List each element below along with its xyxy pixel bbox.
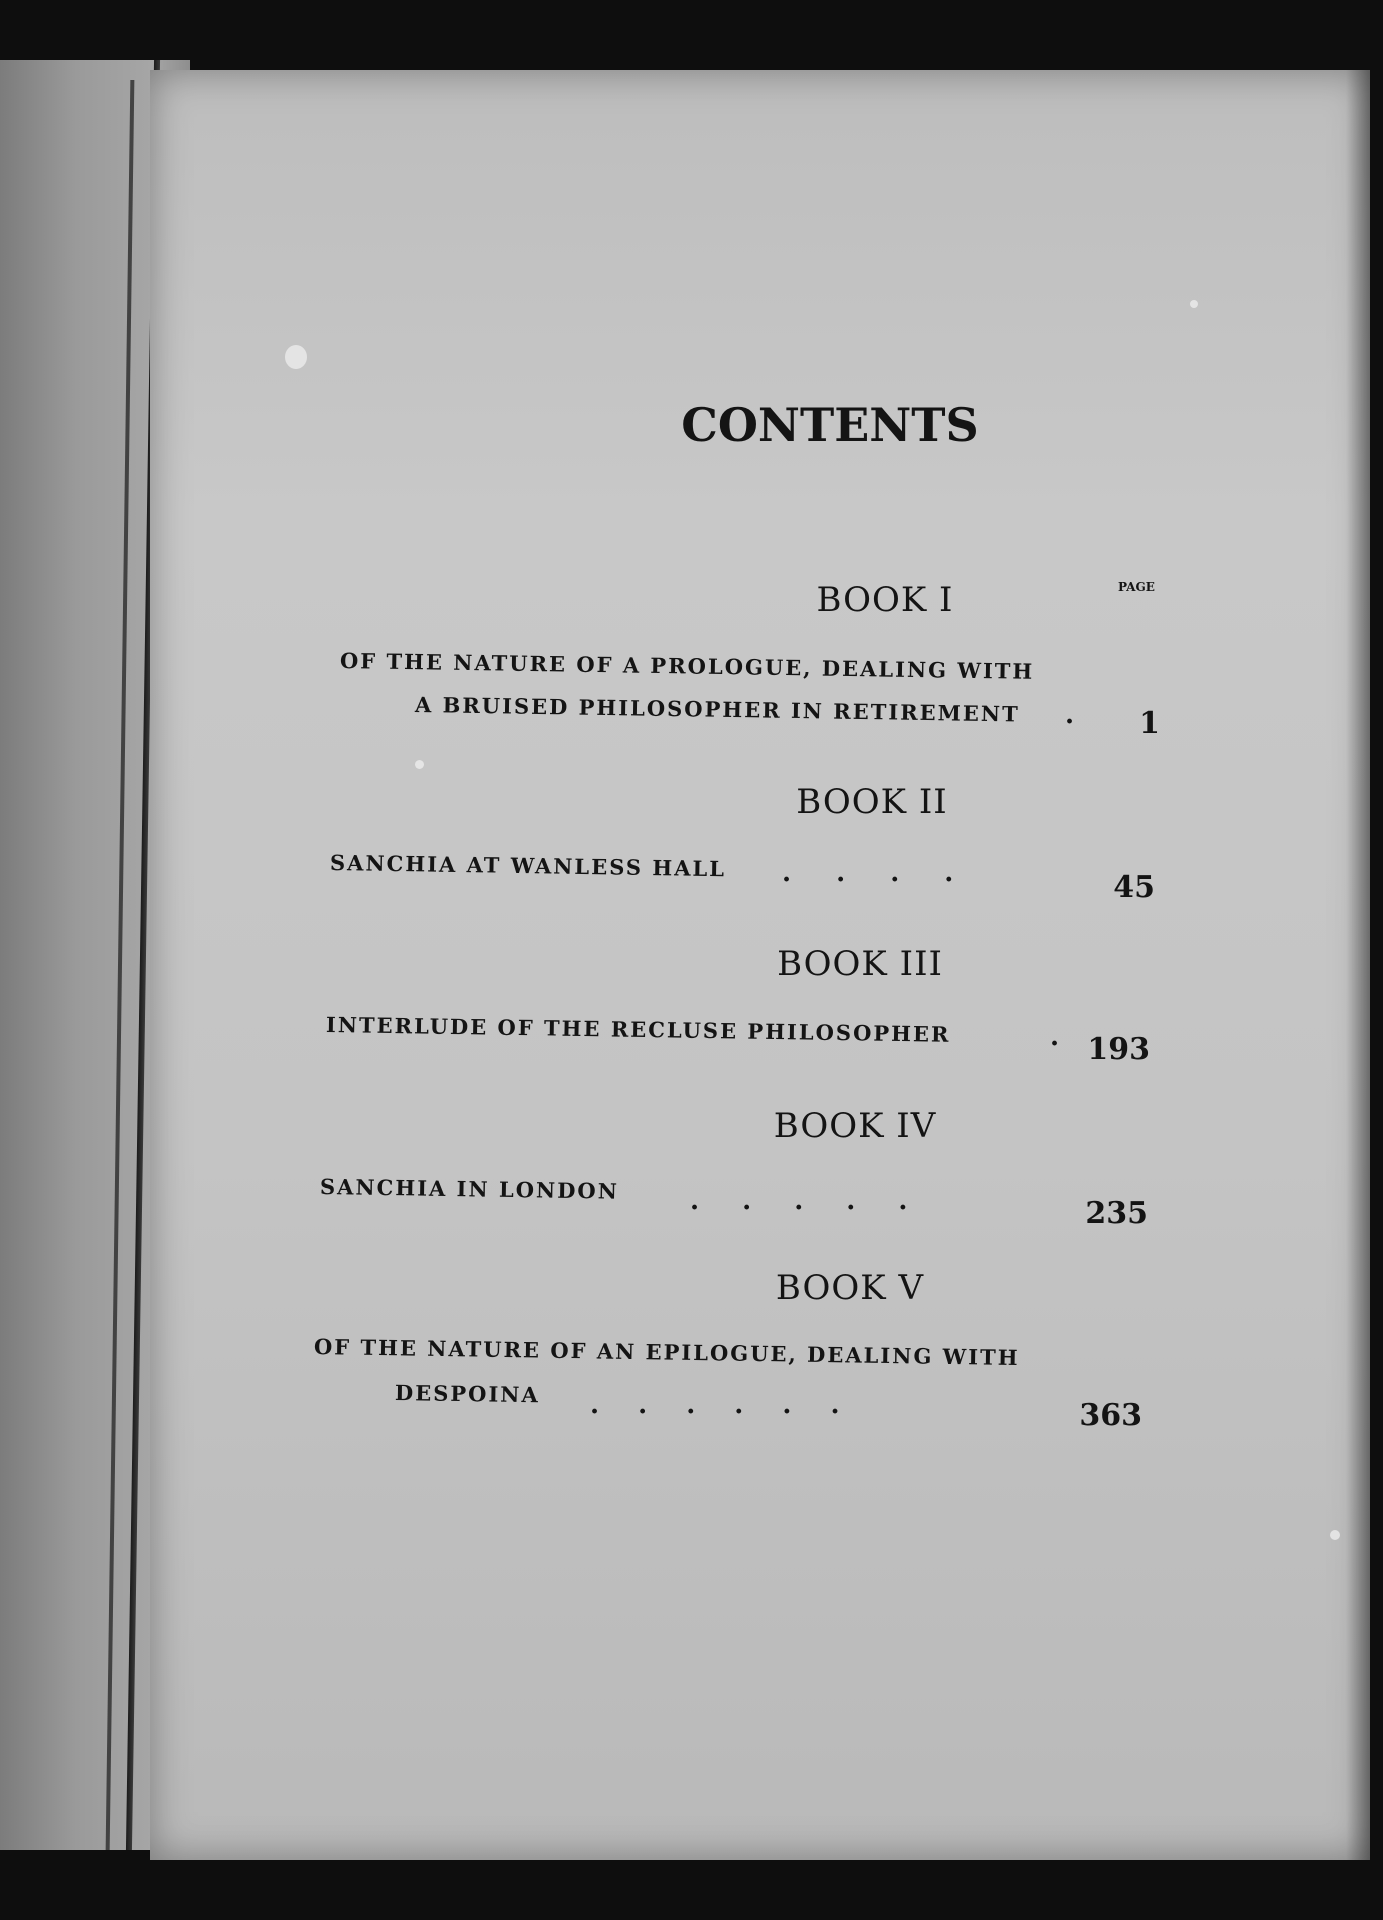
book-heading: BOOK IV	[773, 1106, 937, 1146]
book-heading: BOOK III	[777, 944, 943, 984]
book-heading: BOOK I	[816, 580, 954, 620]
page-number: 193	[1087, 1032, 1150, 1067]
page-number: 45	[1113, 870, 1155, 905]
dot-leader: .	[1050, 1022, 1060, 1052]
dot-leader: . . . . . .	[590, 1390, 855, 1420]
page-number: 1	[1139, 706, 1160, 741]
toc-entry-line: INTERLUDE OF THE RECLUSE PHILOSOPHER	[325, 1012, 951, 1047]
book-heading: BOOK V	[775, 1268, 925, 1308]
toc-entry-line: OF THE NATURE OF AN EPILOGUE, DEALING WITH	[313, 1334, 1020, 1371]
toc-entry-line: SANCHIA AT WANLESS HALL	[329, 850, 727, 882]
page-title: CONTENTS	[681, 398, 979, 452]
toc-entry-line: OF THE NATURE OF A PROLOGUE, DEALING WITH	[339, 648, 1035, 684]
table-of-contents	[150, 70, 1370, 1860]
toc-entry-line: A BRUISED PHILOSOPHER IN RETIREMENT	[414, 692, 1020, 727]
book-heading: BOOK II	[796, 782, 948, 822]
page-column-label: PAGE	[1118, 580, 1155, 594]
dot-leader: . . . .	[782, 858, 972, 888]
page-number: 235	[1085, 1196, 1148, 1231]
toc-entry-line: DESPOINA	[394, 1380, 540, 1408]
dot-leader: .	[1065, 700, 1075, 730]
toc-entry-line: SANCHIA IN LONDON	[319, 1174, 620, 1204]
page-number: 363	[1079, 1398, 1142, 1433]
dot-leader: . . . . .	[690, 1186, 925, 1216]
contents-page	[150, 70, 1370, 1860]
